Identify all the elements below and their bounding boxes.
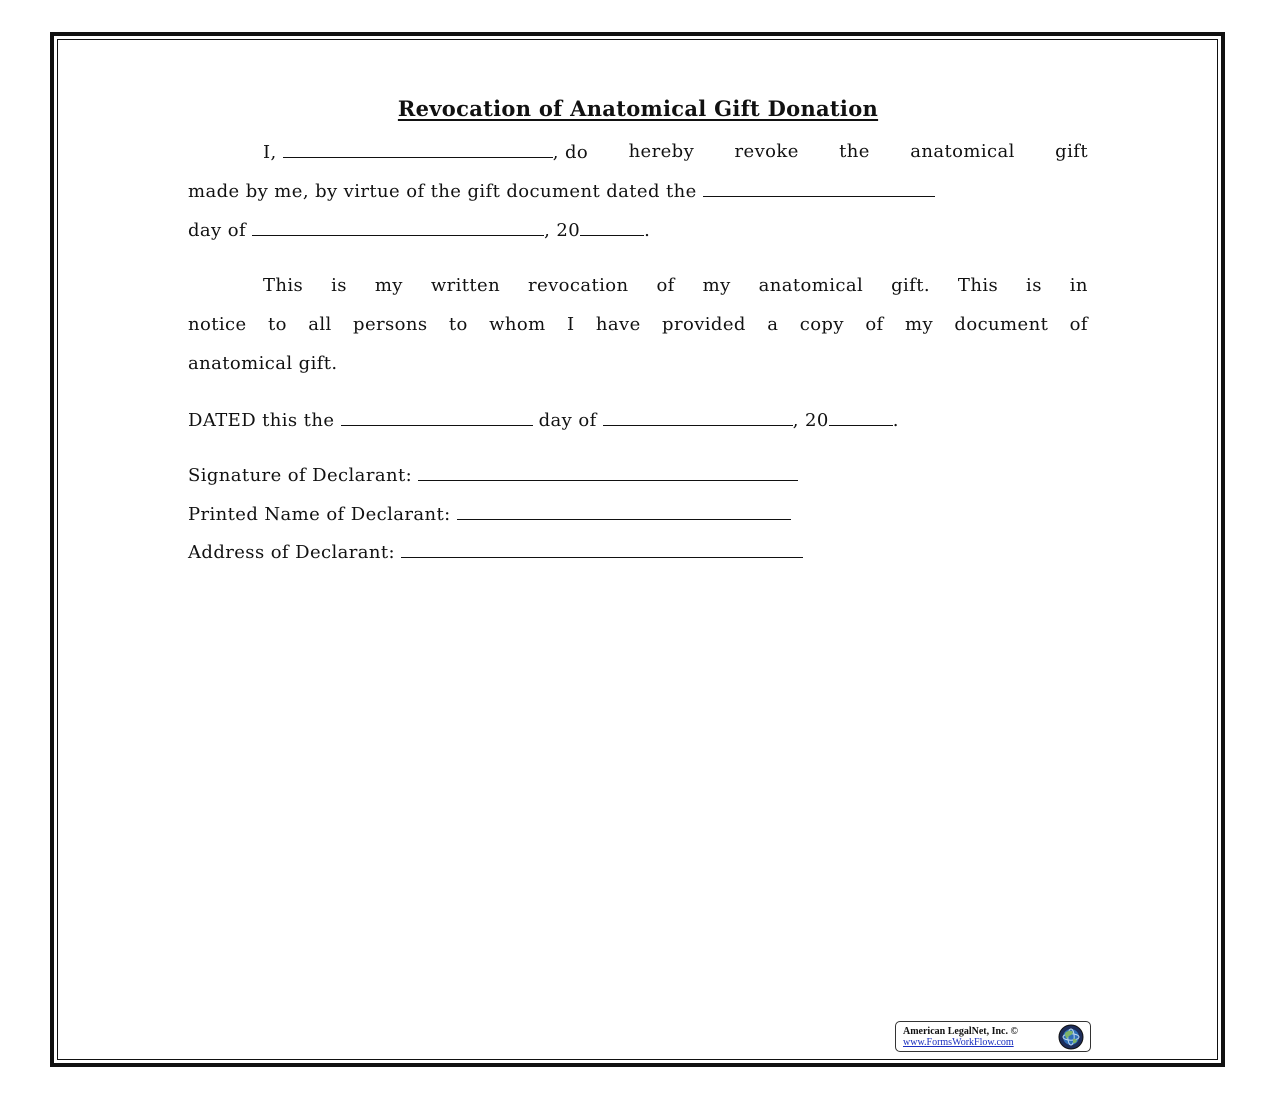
printed-name-label: Printed Name of Declarant:: [188, 504, 451, 525]
para2-l1-word: revocation: [528, 275, 629, 296]
para2-l2-word: of: [865, 314, 884, 335]
dated-line-start: DATED this the: [188, 410, 335, 431]
signature-row: [188, 464, 1088, 487]
para1-line3-end: .: [644, 220, 651, 241]
para2-l2-word: notice: [188, 314, 247, 335]
para1-word-2: revoke: [734, 141, 799, 162]
address-blank[interactable]: [401, 541, 803, 558]
para2-l2-word: to: [448, 314, 468, 335]
para2-l2-word: all: [308, 314, 332, 335]
para1-line3: [188, 219, 1088, 242]
para1-line3-mid: , 20: [544, 220, 581, 241]
para1-line1: [188, 141, 1088, 164]
para2-l1-word: of: [656, 275, 675, 296]
gift-document-day-blank[interactable]: [703, 180, 935, 197]
document-title: Revocation of Anatomical Gift Donation: [397, 96, 879, 121]
para2-l2-word: a: [767, 314, 779, 335]
para1-word-5: gift: [1055, 141, 1088, 162]
para2-l1-word: is: [331, 275, 347, 296]
para2-l2-word: persons: [353, 314, 428, 335]
dated-line-year-prefix: , 20: [792, 410, 829, 431]
logo-company-name: American LegalNet, Inc. ©: [903, 1026, 1018, 1037]
logo-url-link[interactable]: www.FormsWorkFlow.com: [903, 1037, 1014, 1048]
printed-name-blank[interactable]: [457, 503, 791, 520]
para2-l2-word: of: [1069, 314, 1088, 335]
printed-name-row: [188, 503, 1088, 526]
para2-line3: [188, 353, 1088, 375]
signature-blank[interactable]: [418, 464, 798, 481]
address-row: [188, 541, 1088, 564]
dated-year-blank[interactable]: [829, 409, 893, 426]
gift-document-month-blank[interactable]: [252, 219, 544, 236]
para2-l2-word: document: [954, 314, 1049, 335]
para2-l1-word: This: [957, 275, 999, 296]
signature-label: Signature of Declarant:: [188, 465, 413, 486]
para2-l2-word: provided: [662, 314, 746, 335]
para2-l1-word: This: [263, 275, 304, 296]
para2-l1-word: anatomical: [758, 275, 864, 296]
para2-l2-word: to: [267, 314, 287, 335]
para2-l2-word: have: [595, 314, 641, 335]
para1-line3-start: day of: [188, 220, 247, 241]
para1-word-0: , do: [552, 142, 589, 163]
para1-line2: [188, 180, 1088, 203]
dated-line-end: .: [892, 410, 899, 431]
para2-l1-word: my: [374, 275, 403, 296]
para2-line2: [188, 314, 1088, 336]
para1-intro: I,: [263, 142, 277, 163]
para2-l2-word: whom: [489, 314, 546, 335]
para2-l2-word: copy: [799, 314, 844, 335]
dated-day-blank[interactable]: [341, 409, 533, 426]
address-label: Address of Declarant:: [188, 542, 395, 563]
para2-l1-word: in: [1069, 275, 1088, 296]
globe-icon: [1058, 1024, 1084, 1050]
para1-line2-text: made by me, by virtue of the gift document dated the: [188, 181, 697, 202]
para2-l1-word: gift.: [891, 275, 930, 296]
para2-l2-word: my: [905, 314, 934, 335]
gift-document-year-blank[interactable]: [580, 219, 644, 236]
para2-line1: [188, 275, 1088, 297]
para2-l1-word: written: [430, 275, 501, 296]
dated-month-blank[interactable]: [603, 409, 793, 426]
declarant-name-blank[interactable]: [283, 141, 553, 158]
dated-line: [188, 409, 1088, 432]
dated-line-dayof: day of: [538, 410, 597, 431]
para2-l1-word: my: [702, 275, 731, 296]
para2-l2-word: I: [567, 314, 575, 335]
footer-logo[interactable]: [895, 1021, 1091, 1052]
para1-word-3: the: [839, 141, 870, 162]
para1-word-1: hereby: [628, 141, 695, 162]
para2-line3-text: anatomical gift.: [188, 353, 338, 374]
para2-l1-word: is: [1026, 275, 1042, 296]
para1-word-4: anatomical: [910, 141, 1015, 162]
